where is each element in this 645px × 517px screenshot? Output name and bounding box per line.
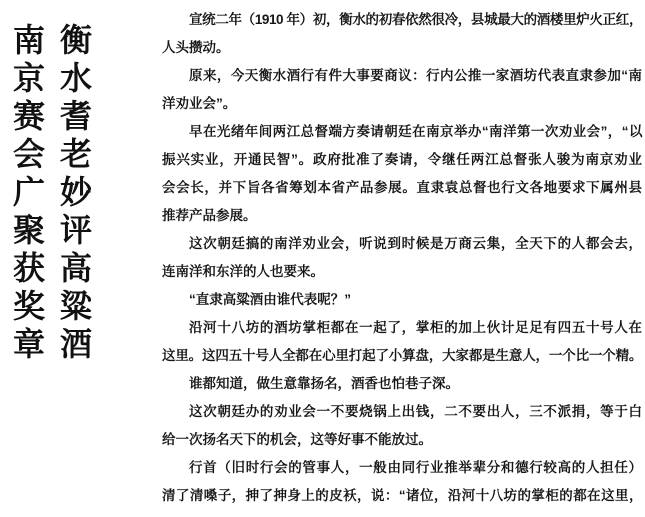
text-line: 沿河十八坊的酒坊掌柜都在一起了，掌柜的加上伙计足足有四五十号人在 xyxy=(189,320,642,335)
text-line: 这次朝廷搞的南洋劝业会，听说到时候是万商云集，全天下的人都会去， xyxy=(189,236,642,251)
text-line: 早在光绪年间两江总督端方奏请朝廷在南京举办“南洋第一次劝业会”，“以 xyxy=(189,124,642,139)
text-line: 人头攒动。 xyxy=(162,40,230,55)
text-line: 振兴实业，开通民智”。政府批准了奏请，令继任两江总督张人骏为南京劝业 xyxy=(162,152,642,167)
vertical-title-line-2: 南京赛会广聚获奖章 xyxy=(9,23,45,365)
text-line: 原来，今天衡水酒行有件大事要商议：行内公推一家酒坊代表直隶参加“南 xyxy=(189,68,642,83)
text-line: 行首（旧时行会的管事人，一般由同行业推举辈分和德行较高的人担任） xyxy=(189,460,642,475)
vertical-title xyxy=(3,23,97,375)
text-line: 会会长，并下旨各省筹划本省产品参展。直隶袁总督也行文各地要求下属州县 xyxy=(162,180,642,195)
text-line: 洋劝业会”。 xyxy=(162,96,237,111)
text-line: “直隶高粱酒由谁代表呢？” xyxy=(189,292,351,307)
text-line: 给一次扬名天下的机会，这等好事不能放过。 xyxy=(162,432,432,447)
text-line: 这里。这四五十号人全都在心里打起了小算盘，大家都是生意人，一个比一个精。 xyxy=(162,348,642,363)
text-line: 连南洋和东洋的人也要来。 xyxy=(162,264,324,279)
text-line: 宣统二年（1910 年）初，衡水的初春依然很冷，县城最大的酒楼里炉火正红， xyxy=(189,12,642,27)
article-body xyxy=(162,6,642,510)
text-line: 谁都知道，做生意靠扬名，酒香也怕巷子深。 xyxy=(189,376,459,391)
text-line: 清了清嗓子，抻了抻身上的皮袄，说：“诸位，沿河十八坊的掌柜的都在这里， xyxy=(162,488,642,503)
text-line: 这次朝廷办的劝业会一不要烧锅上出钱，二不要出人，三不派捐，等于白 xyxy=(189,404,642,419)
vertical-title-line-1: 衡水耆老妙评高粱酒 xyxy=(56,23,92,365)
text-line: 推荐产品参展。 xyxy=(162,208,257,223)
